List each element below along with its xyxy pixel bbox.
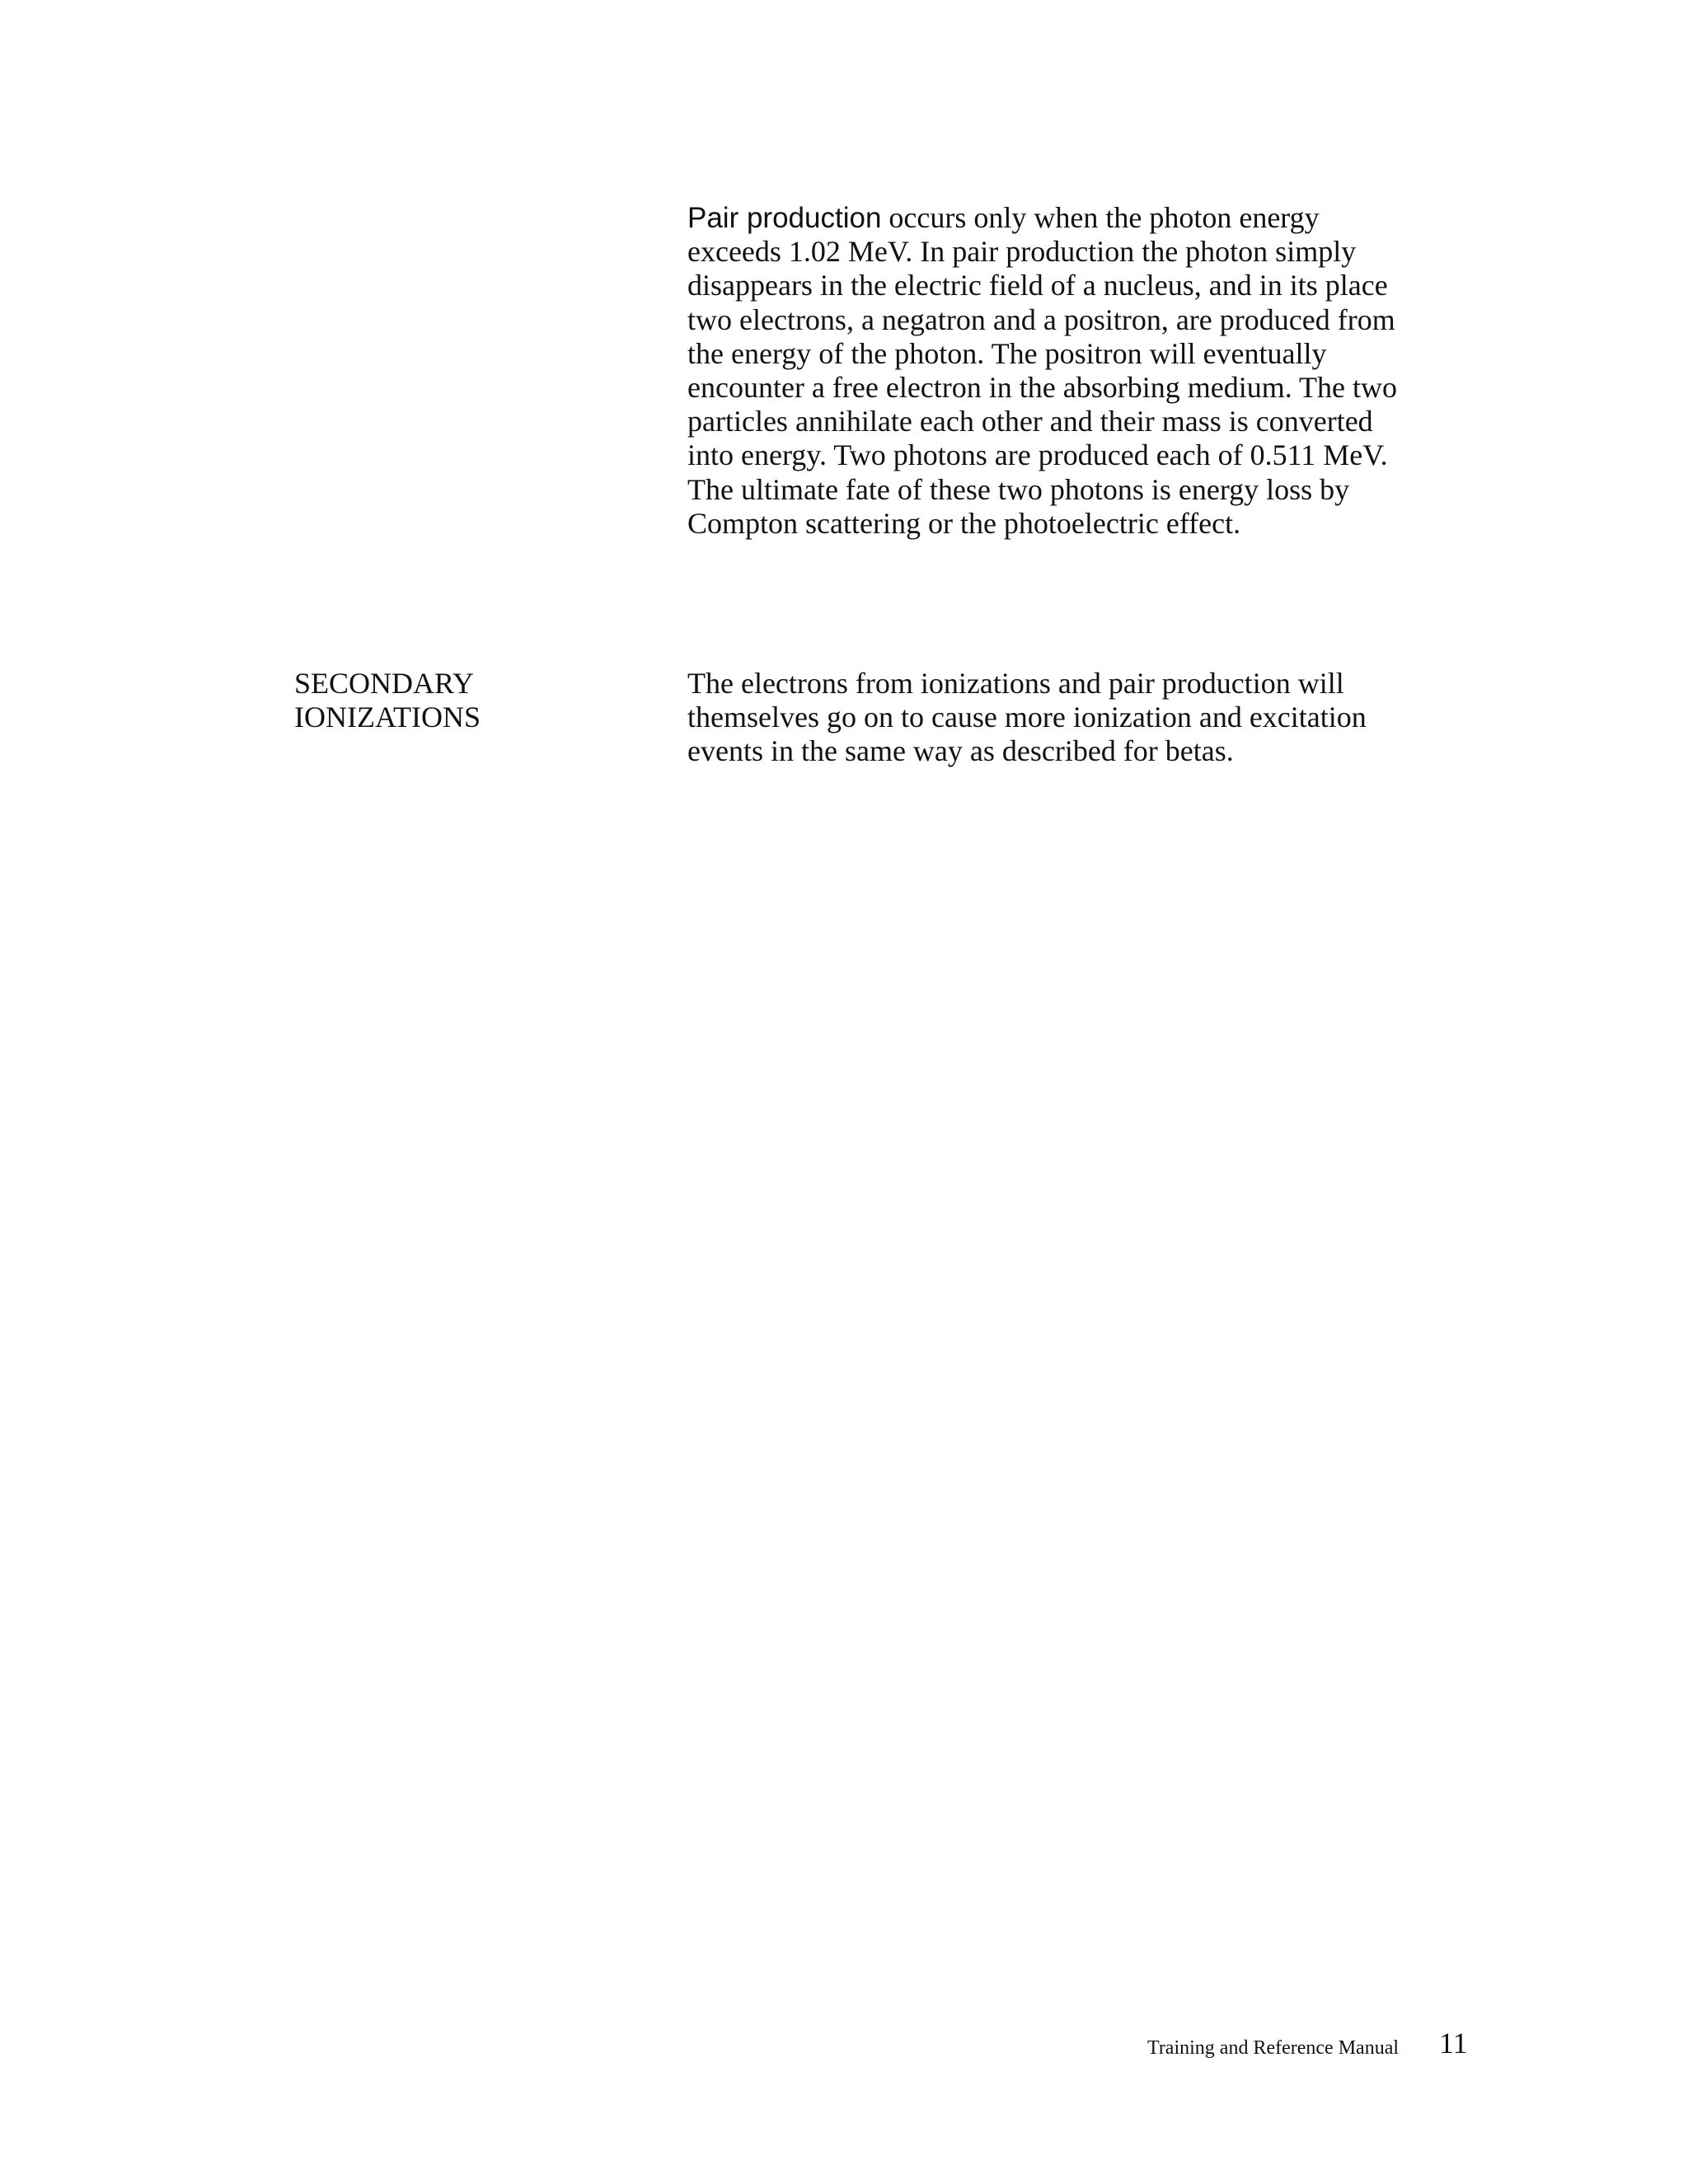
page-footer bbox=[0, 2026, 1688, 2067]
secondary-ionizations-heading bbox=[294, 667, 481, 734]
paragraph-line: encounter a free electron in the absorbing medium. The two bbox=[687, 371, 1398, 405]
paragraph-line: disappears in the electric field of a nucleus, and in its place bbox=[687, 269, 1388, 302]
paragraph-line: events in the same way as described for betas. bbox=[687, 734, 1234, 768]
paragraph-line: Compton scattering or the photoelectric effect. bbox=[687, 506, 1241, 540]
paragraph-line: The ultimate fate of these two photons is energy loss by bbox=[687, 472, 1350, 506]
paragraph-line bbox=[687, 201, 1397, 235]
pair-production-paragraph bbox=[687, 201, 1397, 541]
paragraph-line: themselves go on to cause more ionization and excitation bbox=[687, 701, 1367, 734]
paragraph-line: particles annihilate each other and their mass is converted bbox=[687, 405, 1373, 438]
paragraph-line: exceeds 1.02 MeV. In pair production the photon simply bbox=[687, 235, 1357, 269]
paragraph-line: two electrons, a negatron and a positron, are produced from bbox=[687, 302, 1395, 336]
pair-production-term: Pair production bbox=[687, 202, 882, 234]
page-number: 11 bbox=[1439, 2027, 1468, 2060]
heading-line: SECONDARY bbox=[294, 667, 475, 700]
paragraph-line-rest: occurs only when the photon energy bbox=[881, 201, 1320, 234]
paragraph-line: into energy. Two photons are produced each of 0.511 MeV. bbox=[687, 438, 1388, 472]
heading-line: IONIZATIONS bbox=[294, 701, 481, 734]
footer-label: Training and Reference Manual bbox=[1147, 2037, 1400, 2059]
paragraph-line: the energy of the photon. The positron will eventually bbox=[687, 336, 1327, 370]
secondary-ionizations-paragraph bbox=[687, 667, 1367, 769]
paragraph-line: The electrons from ionizations and pair production will bbox=[687, 667, 1344, 700]
